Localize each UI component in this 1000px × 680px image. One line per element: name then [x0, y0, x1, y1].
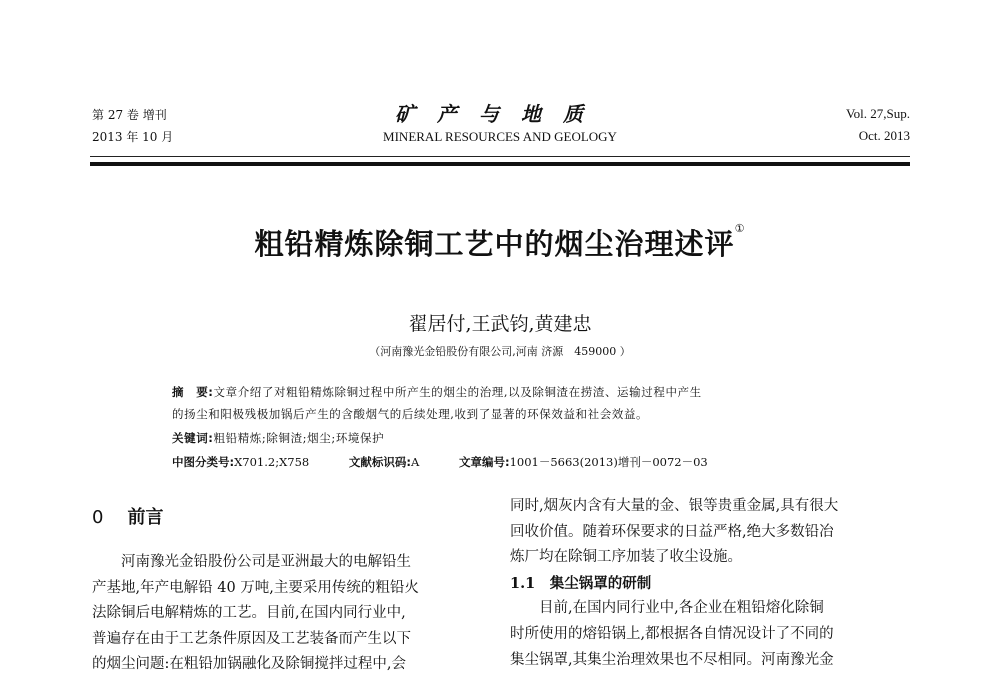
date-en: Oct. 2013 — [858, 128, 910, 143]
abstract-text: 文章介绍了对粗铅精炼除铜过程中所产生的烟尘的治理,以及除铜渣在捞渣、运输过程中产生 — [213, 385, 702, 399]
title-footnote-mark: ① — [734, 222, 746, 235]
journal-name-en: MINERAL RESOURCES AND GEOLOGY — [383, 129, 617, 144]
date-cn: 2013 年 10 月 — [92, 130, 174, 144]
paragraph-line: 产基地,年产电解铅 40 万吨,主要采用传统的粗铅火 — [92, 579, 419, 596]
paragraph-line: 普遍存在由于工艺条件原因及工艺装备而产生以下 — [92, 630, 411, 647]
paragraph-line: 集尘锅罩,其集尘治理效果也不尽相同。河南豫光金 — [510, 651, 834, 668]
paragraph-line: 目前,在国内同行业中,各企业在粗铅熔化除铜 — [510, 600, 824, 617]
abstract-line-2: 的扬尘和阳极残极加锅后产生的含酸烟气的后续处理,收到了显著的环保效益和社会效益。 — [172, 407, 649, 421]
doc-code-value: A — [411, 455, 420, 469]
section-title: 前言 — [127, 507, 164, 528]
volume-en: Vol. 27,Sup. — [845, 106, 910, 121]
affiliation: （河南豫光金铅股份有限公司,河南 济源 459000 ） — [369, 345, 631, 358]
right-column — [510, 494, 838, 673]
keywords-label: 关键词: — [172, 431, 214, 445]
abstract-line-1 — [172, 384, 702, 400]
section-number: 0 — [92, 507, 104, 528]
clc-value: X701.2;X758 — [234, 455, 310, 469]
keywords-text: 粗铅精炼;除铜渣;烟尘;环境保护 — [213, 431, 385, 445]
journal-logo-cn: 矿产与地质 — [395, 102, 605, 126]
paragraph-line: 法除铜后电解精炼的工艺。目前,在国内同行业中, — [92, 605, 406, 622]
paragraph-line: 的烟尘问题:在粗铅加锅融化及除铜搅拌过程中,会 — [92, 656, 406, 673]
paragraph-line: 炼厂均在除铜工序加装了收尘设施。 — [510, 549, 742, 566]
authors: 翟居付,王武钧,黄建忠 — [408, 313, 592, 335]
paragraph-line: 回收价值。随着环保要求的日益严格,绝大多数铅冶 — [510, 523, 834, 540]
title-text: 粗铅精炼除铜工艺中的烟尘治理述评 — [254, 227, 735, 261]
paragraph-line: 河南豫光金铅股份公司是亚洲最大的电解铅生 — [92, 554, 411, 570]
header-rule-thin — [90, 156, 910, 157]
header-rule-thick — [90, 162, 910, 166]
abstract-label: 摘 要: — [172, 385, 214, 399]
doc-code-label: 文献标识码: — [348, 455, 411, 469]
paragraph-line: 同时,烟灰内含有大量的金、银等贵重金属,具有很大 — [510, 498, 839, 514]
article-no-value: 1001－5663(2013)增刊－0072－03 — [509, 455, 708, 469]
classification — [172, 454, 708, 470]
left-column — [92, 550, 419, 678]
article-title — [0, 222, 1000, 263]
subsection-heading: 1.1 集尘锅罩的研制 — [510, 574, 652, 592]
paragraph-line: 时所使用的熔铅锅上,都根据各自情况设计了不同的 — [510, 625, 834, 642]
article-no-label: 文章编号: — [458, 455, 510, 469]
section-heading-0 — [92, 503, 163, 529]
clc-label: 中图分类号: — [172, 455, 235, 469]
volume-cn: 第 27 卷 增刊 — [92, 108, 167, 122]
keywords — [172, 430, 384, 446]
